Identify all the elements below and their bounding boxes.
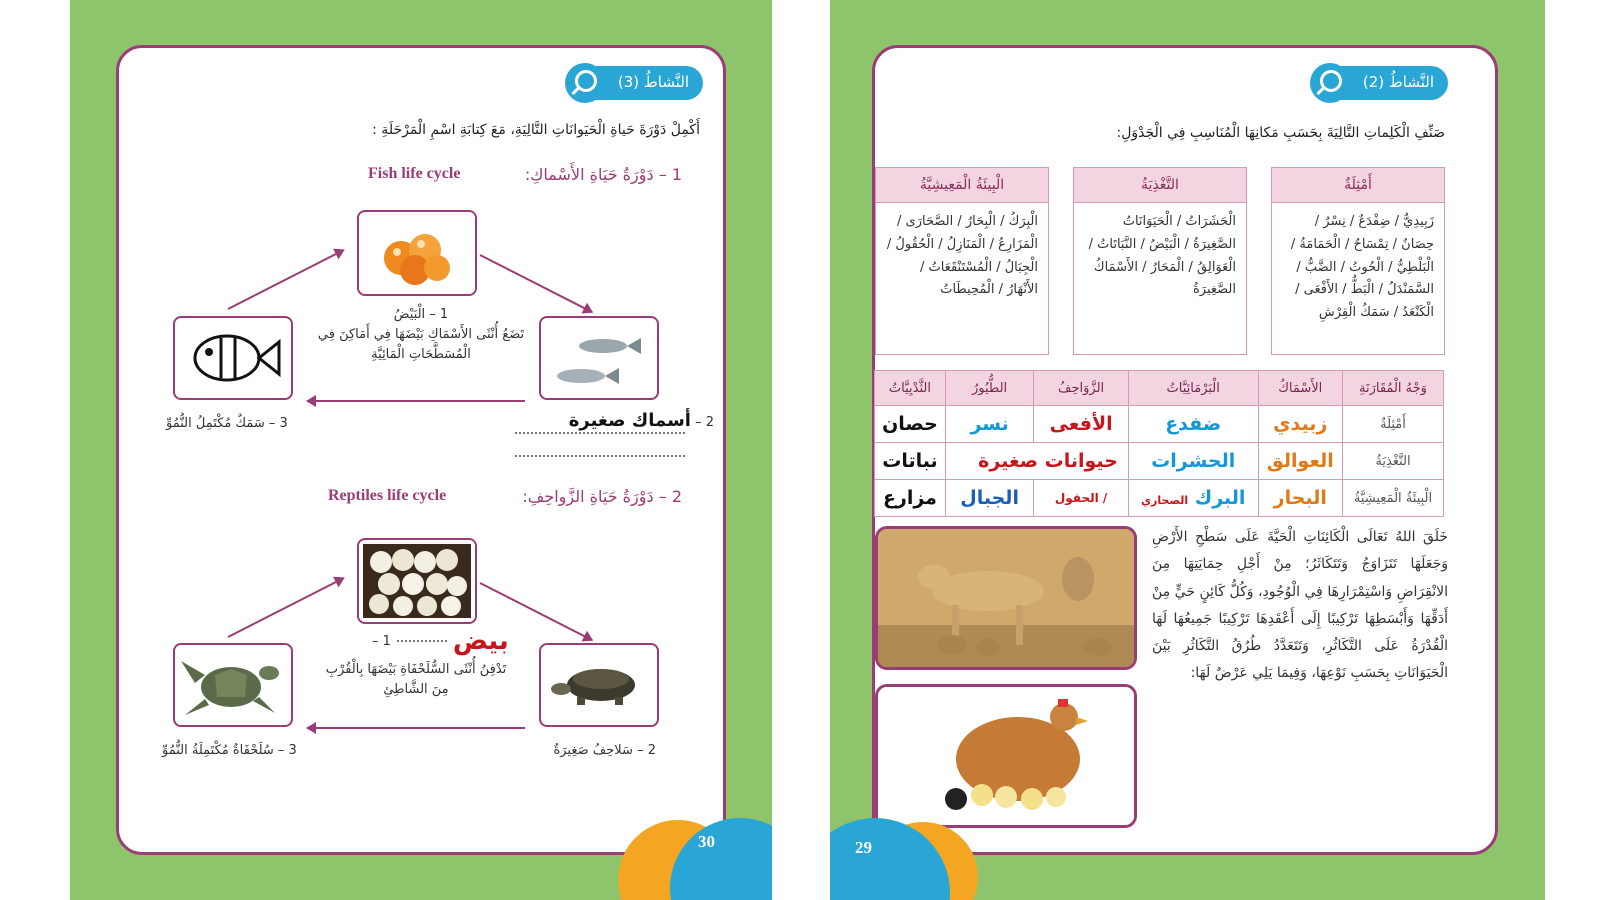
comparison-header-aspect: وَجْهُ الْمُقَارَنَةِ bbox=[1343, 371, 1444, 406]
right-page bbox=[830, 0, 1545, 900]
answer-amphibian-nutrition[interactable]: الحشرات bbox=[1128, 443, 1258, 480]
reptile-stage-1 bbox=[372, 626, 509, 656]
answer-reptile-habitat-slash: / bbox=[1102, 491, 1108, 505]
comparison-header-fish: الأَسْمَاكُ bbox=[1258, 371, 1342, 406]
reptile-stage-3: 3 – سُلَحْفَاةٌ مُكْتَمِلَةُ النُّمُوِّ bbox=[162, 743, 297, 758]
row-label-habitat: الْبِيئَةُ الْمَعِيشِيَّةُ bbox=[1343, 480, 1444, 517]
category-habitat-list: الْبِرَكُ / الْبِحَارُ / الصَّحَارَى / الْمَزَارِعُ / الْمَنَازِلُ / الْحُقُولُ / الْجِبَالُ / الْمُسْتَنْقَعَاتُ / الأَنْهَارُ / الْمُحِيطَاتُ bbox=[886, 214, 1038, 298]
row-label-examples: أَمْثِلَةٌ bbox=[1343, 406, 1444, 443]
comparison-header-amphibians: الْبَرْمَائِيَّاتُ bbox=[1128, 371, 1258, 406]
activity-2-badge bbox=[1318, 66, 1448, 100]
turtle-eggs-box bbox=[357, 538, 477, 624]
comparison-row-habitat bbox=[875, 480, 1444, 517]
answer-bird-habitat[interactable]: الجبال bbox=[945, 480, 1033, 517]
fish-outline-image bbox=[175, 318, 291, 398]
reptile-stage-1-prefix: 1 – bbox=[372, 633, 391, 649]
turtle-eggs-image bbox=[359, 540, 475, 622]
magnifier-icon bbox=[1310, 63, 1350, 103]
category-examples bbox=[1271, 167, 1445, 355]
category-nutrition-list: الْحَشَرَاتُ / الْحَيَوَانَاتُ الصَّغِيرَةُ / الْبَيْضُ / النَّبَاتَاتُ / الْعَوَالِقُ / الْمَحَارُ / الأَسْمَاكُ الصَّغِيرَةُ bbox=[1088, 214, 1236, 298]
fish-answer-line-1 bbox=[515, 432, 685, 434]
reproduction-paragraph: خَلَقَ اللهُ تَعَالَى الْكَائِنَاتِ الْحَيَّةَ عَلَى سَطْحِ الأَرْضِ وَجَعَلَهَا تَتَزَاوَجُ وَتَتَكَاثَرُ؛ مِنْ أَجْلِ حِمَايَتِهَا مِنَ الانْقِرَاضِ وَاسْتِمْرَارِهَا فِي الْوُجُودِ، وَكُلُّ كَائِنٍ حَيٍّ مِنْ أَدَقِّهَا وَأَبْسَطِهَا تَرْكِيبًا إِلَى أَعْقَدِهَا تَرْكِيبًا جَمِيعُهَا لَهَا الْقُدْرَةُ عَلَى التَّكَاثُرِ، وَتَتَعَدَّدُ طُرُقُ التَّكَاثُرِ بَيْنَ الْحَيَوَانَاتِ بِحَسَبِ نَوْعِهَا، وَفِيمَا يَلِي عَرْضٌ لَهَا: bbox=[1152, 529, 1448, 682]
answer-reptile-bird-nutrition[interactable]: حيوانات صغيرة bbox=[945, 443, 1128, 480]
reptile-stage-2: 2 – سَلاحِفُ صَغِيرَةٌ bbox=[553, 743, 656, 758]
fish-stage-3: 3 – سَمَكٌ مُكْتَمِلُ النُّمُوِّ bbox=[166, 416, 288, 431]
activity-2-label: النَّشاطُ (2) bbox=[1362, 73, 1434, 91]
answer-fish-example[interactable]: زبيدي bbox=[1258, 406, 1342, 443]
sea-turtle-box bbox=[173, 643, 293, 727]
reptile-arrow-2 bbox=[307, 727, 525, 729]
fish-stage-2-prefix: 2 – bbox=[695, 415, 714, 430]
category-habitat-header: الْبِيئَةُ الْمَعِيشِيَّةُ bbox=[876, 168, 1048, 203]
magnifier-icon bbox=[565, 63, 605, 103]
answer-amphibian-habitat-extra: الصحاري bbox=[1140, 494, 1189, 507]
fish-stage-2-answer[interactable]: أسماك صغيرة bbox=[568, 410, 691, 431]
fish-cycle-title-en: Fish life cycle bbox=[368, 165, 461, 182]
category-nutrition-header: التَّغْذِيَةُ bbox=[1074, 168, 1246, 203]
reptile-stage-1-answer[interactable]: بيض bbox=[452, 626, 509, 656]
activity-3-label: النَّشاطُ (3) bbox=[617, 73, 689, 91]
fish-stage-1-label: 1 – الْبَيْضُ bbox=[393, 307, 449, 322]
comparison-row-examples bbox=[875, 406, 1444, 443]
row-label-nutrition: التَّغْذِيَةُ bbox=[1343, 443, 1444, 480]
hen-chicks-photo bbox=[878, 687, 1134, 825]
comparison-header-row bbox=[875, 371, 1444, 406]
cheetah-photo bbox=[878, 529, 1134, 667]
answer-reptile-example[interactable]: الأفعى bbox=[1034, 406, 1129, 443]
answer-reptile-habitat-main: الحقول bbox=[1054, 491, 1099, 505]
comparison-header-reptiles: الزَّوَاحِفُ bbox=[1034, 371, 1129, 406]
answer-reptile-habitat[interactable] bbox=[1034, 480, 1129, 517]
fish-eggs-box bbox=[357, 210, 477, 296]
activity-3-badge bbox=[573, 66, 703, 100]
baby-turtle-box bbox=[539, 643, 659, 727]
comparison-row-nutrition bbox=[875, 443, 1444, 480]
right-page-number: 29 bbox=[855, 838, 872, 857]
comparison-header-mammals: الثَّدْيِيَّاتُ bbox=[875, 371, 946, 406]
answer-mammal-habitat[interactable]: مزارع bbox=[875, 480, 946, 517]
small-fish-image bbox=[541, 318, 657, 398]
left-instruction: أَكْمِلْ دَوْرَةَ حَياةِ الْحَيَوانَاتِ التَّالِيَةِ، مَعَ كِتابَةِ اسْمِ الْمَرْحَلَةِ : bbox=[372, 122, 700, 138]
comparison-header-birds: الطُّيُورُ bbox=[945, 371, 1033, 406]
reptile-answer-line bbox=[397, 640, 447, 642]
fish-stage-1 bbox=[306, 305, 536, 365]
left-page-number: 30 bbox=[698, 832, 715, 851]
fish-answer-line-2 bbox=[515, 455, 685, 457]
answer-bird-example[interactable]: نسر bbox=[945, 406, 1033, 443]
adult-fish-box bbox=[173, 316, 293, 400]
answer-fish-nutrition[interactable]: العوالق bbox=[1258, 443, 1342, 480]
comparison-table bbox=[874, 370, 1444, 517]
baby-turtle-image bbox=[541, 645, 657, 725]
reptile-cycle-title-en: Reptiles life cycle bbox=[328, 487, 447, 504]
cheetah-photo-frame bbox=[875, 526, 1137, 670]
fish-stage-2 bbox=[569, 410, 714, 431]
category-examples-header: أَمْثِلَةٌ bbox=[1272, 168, 1444, 203]
sea-turtle-image bbox=[175, 645, 291, 725]
left-page bbox=[70, 0, 772, 900]
category-habitat bbox=[875, 167, 1049, 355]
fish-eggs-image bbox=[359, 212, 475, 294]
reptile-stage-1-caption: تَدْفِنُ أُنْثَى السُّلَحْفَاةِ بَيْضَهَا بِالْقُرْبِ مِنَ الشَّاطِئِ bbox=[325, 662, 507, 698]
answer-fish-habitat[interactable]: البحار bbox=[1258, 480, 1342, 517]
answer-amphibian-example[interactable]: ضفدع bbox=[1128, 406, 1258, 443]
right-instruction: صَنِّفِ الْكَلِماتِ التَّالِيَةَ بِحَسَبِ مَكانِهَا الْمُنَاسِبِ فِي الْجَدْوَلِ: bbox=[1116, 125, 1445, 141]
hen-photo-frame bbox=[875, 684, 1137, 828]
answer-mammal-example[interactable]: حصان bbox=[875, 406, 946, 443]
answer-mammal-nutrition[interactable]: نباتات bbox=[875, 443, 946, 480]
answer-amphibian-habitat[interactable] bbox=[1128, 480, 1258, 517]
reptile-cycle-title: 2 – دَوْرَةُ حَيَاةِ الزَّواحِفِ: bbox=[522, 487, 682, 506]
category-nutrition bbox=[1073, 167, 1247, 355]
answer-amphibian-habitat-main: البرك bbox=[1194, 487, 1246, 509]
small-fish-box bbox=[539, 316, 659, 400]
category-examples-list: زَبِيدِيٌّ / ضِفْدَعٌ / نِسْرٌ / حِصَانٌ / تِمْسَاحٌ / الْحَمَامَةُ / الْبَلْطِيُّ / الْحُوتُ / الضَّبُّ / السَّمَنْدَلُ / الْبَطُّ / الأَفْعَى / الْكَنْعَدُ / سَمَكُ الْقِرْشِ bbox=[1290, 214, 1434, 320]
fish-arrow-2 bbox=[307, 400, 525, 402]
fish-cycle-title: 1 – دَوْرَةُ حَيَاةِ الأَسْماكِ: bbox=[524, 165, 682, 184]
fish-stage-1-caption: تَضَعُ أُنْثَى الأَسْمَاكِ بَيْضَهَا فِي أَمَاكِنَ فِي الْمُسَطَّحَاتِ الْمَائِيَّةِ bbox=[317, 327, 525, 363]
